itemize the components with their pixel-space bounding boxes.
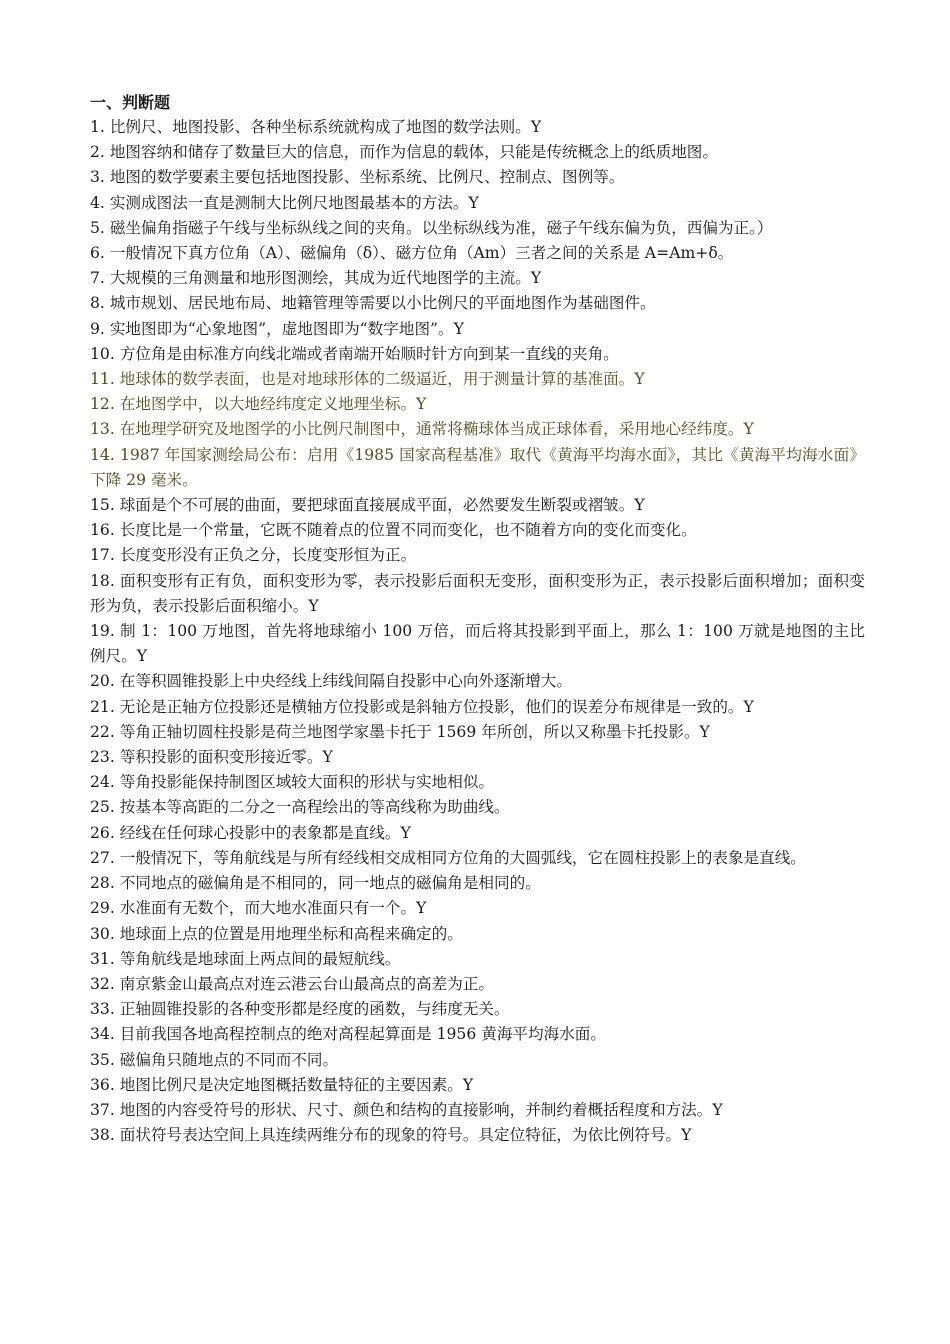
list-item: 1. 比例尺、地图投影、各种坐标系统就构成了地图的数学法则。Y — [90, 118, 542, 136]
list-item: 25. 按基本等高距的二分之一高程绘出的等高线称为助曲线。 — [90, 798, 510, 817]
list-item: 14. 1987 年国家测绘局公布：启用《1985 国家高程基准》取代《黄海平均海水面》，其比《黄海平均海水面》下降 29 毫米。 — [90, 445, 865, 489]
list-item: 9. 实地图即为“心象地图”，虚地图即为“数字地图”。Y — [90, 319, 464, 338]
list-item: 20. 在等积圆锥投影上中央经线上纬线间隔自投影中心向外逐渐增大。 — [90, 672, 572, 691]
list-item: 3. 地图的数学要素主要包括地图投影、坐标系统、比例尺、控制点、图例等。 — [90, 168, 625, 187]
list-item: 4. 实测成图法一直是测制大比例尺地图最基本的方法。Y — [90, 193, 479, 212]
list-item: 24. 等角投影能保持制图区域较大面积的形状与实地相似。 — [90, 773, 495, 792]
list-item: 8. 城市规划、居民地布局、地籍管理等需要以小比例尺的平面地图作为基础图件。 — [90, 294, 656, 313]
list-item: 29. 水准面有无数个，而大地水准面只有一个。Y — [90, 899, 427, 918]
list-item: 36. 地图比例尺是决定地图概括数量特征的主要因素。Y — [90, 1075, 474, 1094]
list-item: 18. 面积变形有正有负，面积变形为零，表示投影后面积无变形，面积变形为正，表示投影后面积增加；面积变形为负，表示投影后面积缩小。Y — [90, 571, 865, 615]
list-item: 12. 在地图学中，以大地经纬度定义地理坐标。Y — [90, 395, 427, 414]
list-item: 28. 不同地点的磁偏角是不相同的，同一地点的磁偏角是相同的。 — [90, 874, 541, 893]
list-item: 21. 无论是正轴方位投影还是横轴方位投影或是斜轴方位投影，他们的误差分布规律是一致的。Y — [90, 697, 754, 716]
list-item: 11. 地球体的数学表面，也是对地球形体的二级逼近，用于测量计算的基准面。Y — [90, 370, 645, 389]
list-item: 22. 等角正轴切圆柱投影是荷兰地图学家墨卡托于 1569 年所创，所以又称墨卡托投影。Y — [90, 722, 710, 741]
list-item: 7. 大规模的三角测量和地形图测绘，其成为近代地图学的主流。Y — [90, 269, 542, 288]
list-item: 19. 制 1：100 万地图，首先将地球缩小 100 万倍，而后将其投影到平面上，那么 1：100 万就是地图的主比例尺。Y — [90, 622, 865, 666]
list-item: 17. 长度变形没有正负之分，长度变形恒为正。 — [90, 546, 417, 565]
list-item: 13. 在地理学研究及地图学的小比例尺制图中，通常将椭球体当成正球体看，采用地心经纬度。Y — [90, 420, 754, 439]
document-page — [90, 91, 865, 1148]
section-title: 一、判断题 — [90, 93, 171, 112]
list-item: 16. 长度比是一个常量，它既不随着点的位置不同而变化，也不随着方向的变化而变化。 — [90, 521, 697, 540]
list-item: 37. 地图的内容受符号的形状、尺寸、颜色和结构的直接影响，并制约着概括程度和方法。Y — [90, 1100, 723, 1119]
list-item: 6. 一般情况下真方位角（A）、磁偏角（δ）、磁方位角（Am）三者之间的关系是 A=Am+δ。 — [90, 244, 734, 263]
question-list — [90, 115, 865, 1148]
list-item: 34. 目前我国各地高程控制点的绝对高程起算面是 1956 黄海平均海水面。 — [90, 1025, 606, 1044]
list-item: 30. 地球面上点的位置是用地理坐标和高程来确定的。 — [90, 924, 463, 943]
list-item: 15. 球面是个不可展的曲面，要把球面直接展成平面，必然要发生断裂或褶皱。Y — [90, 496, 645, 515]
list-item: 35. 磁偏角只随地点的不同而不同。 — [90, 1050, 339, 1069]
list-item: 32. 南京紫金山最高点对连云港云台山最高点的高差为正。 — [90, 974, 495, 993]
list-item: 10. 方位角是由标准方向线北端或者南端开始顺时针方向到某一直线的夹角。 — [90, 344, 619, 363]
list-item: 26. 经线在任何球心投影中的表象都是直线。Y — [90, 823, 411, 842]
list-item: 31. 等角航线是地球面上两点间的最短航线。 — [90, 949, 401, 968]
list-item: 2. 地图容纳和储存了数量巨大的信息，而作为信息的载体，只能是传统概念上的纸质地图。 — [90, 143, 718, 162]
list-item: 38. 面状符号表达空间上具连续两维分布的现象的符号。具定位特征，为依比例符号。Y — [90, 1126, 692, 1145]
list-item: 5. 磁坐偏角指磁子午线与坐标纵线之间的夹角。以坐标纵线为准，磁子午线东偏为负，西偏为正。） — [90, 218, 773, 237]
list-item: 33. 正轴圆锥投影的各种变形都是经度的函数，与纬度无关。 — [90, 1000, 510, 1019]
list-item: 23. 等积投影的面积变形接近零。Y — [90, 748, 333, 767]
list-item: 27. 一般情况下，等角航线是与所有经线相交成相同方位角的大圆弧线，它在圆柱投影上的表象是直线。 — [90, 848, 806, 867]
